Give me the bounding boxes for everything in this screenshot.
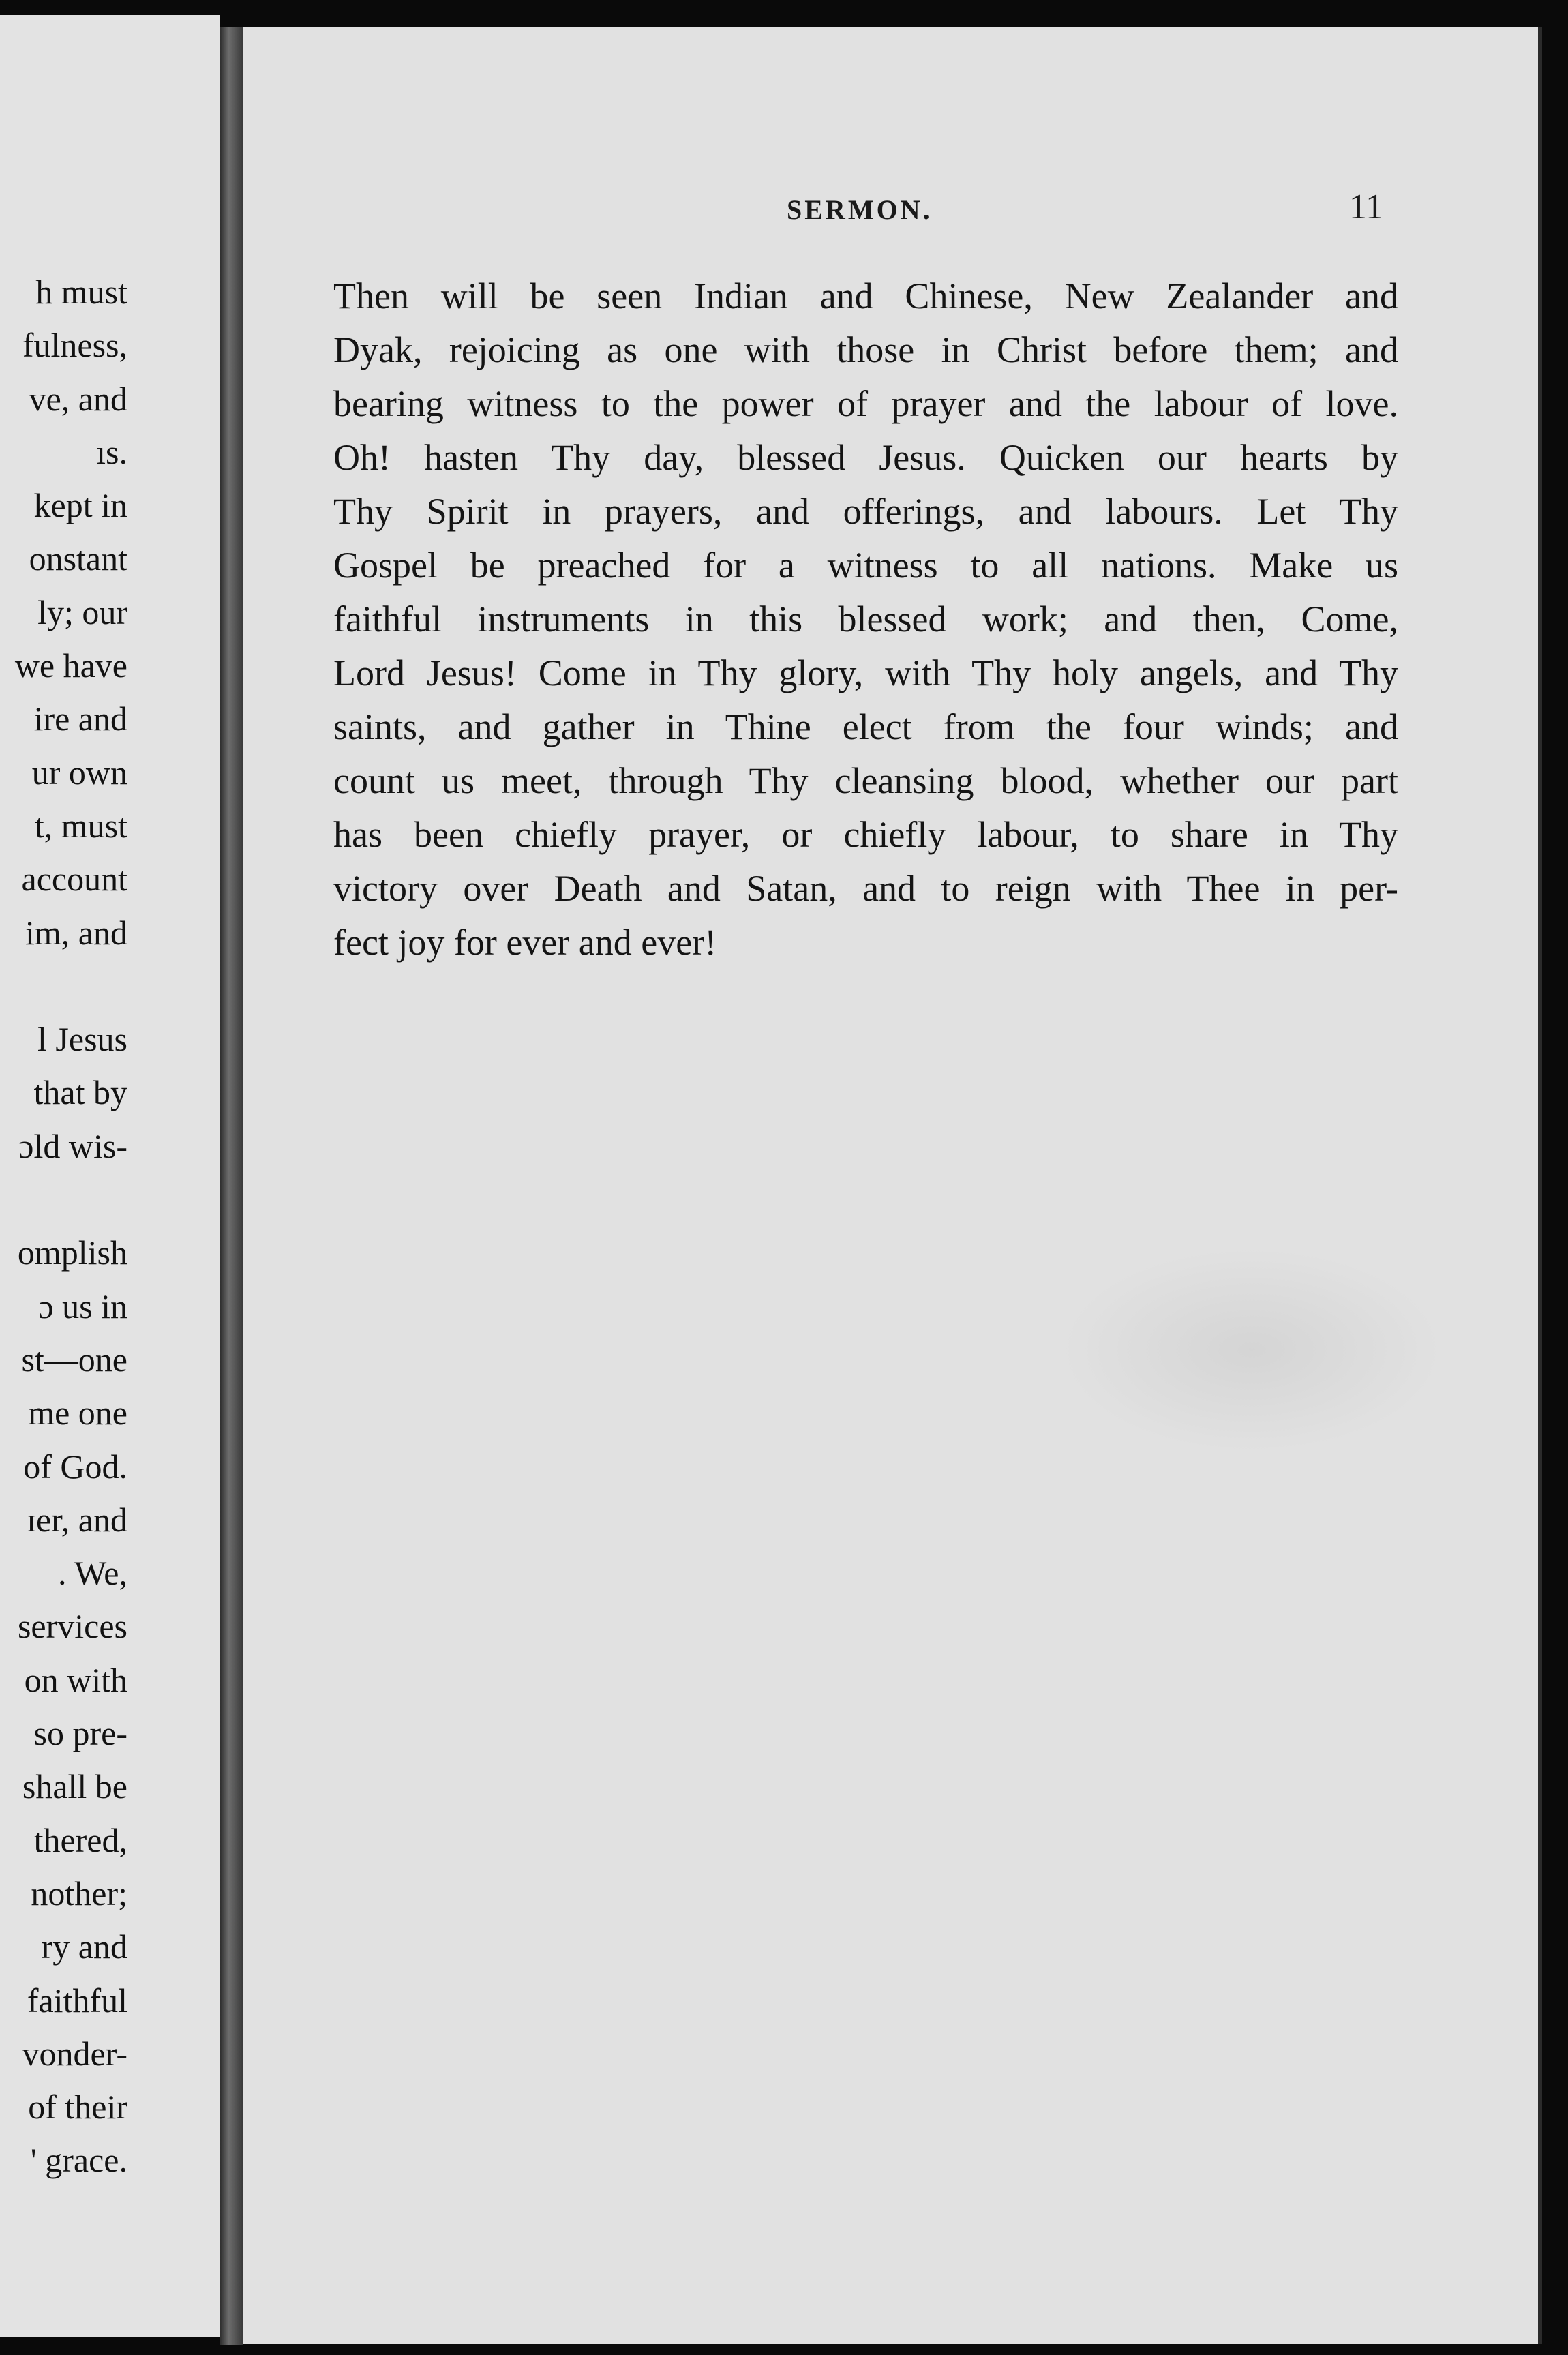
facing-page-line: h must [35, 273, 127, 311]
facing-page-fragment [0, 15, 220, 2337]
facing-page-line: ɔld wis- [18, 1126, 127, 1165]
facing-page-line: omplish [17, 1233, 127, 1272]
facing-page-line: kept in [33, 486, 127, 525]
main-page [243, 27, 1542, 2344]
facing-page-line: vonder- [22, 2034, 127, 2073]
facing-page-line: services [17, 1607, 127, 1646]
body-line: Oh! hasten Thy day, blessed Jesus. Quicken our hearts by [333, 437, 1398, 478]
facing-page-line: account [21, 860, 127, 899]
facing-page-line: ɔ us in [38, 1287, 127, 1325]
book-gutter [220, 27, 243, 2345]
facing-page-line: ve, and [29, 379, 127, 418]
facing-page-line: t, must [34, 806, 127, 845]
body-line: has been chiefly prayer, or chiefly labour, to share in Thy [333, 814, 1398, 855]
body-line: faithful instruments in this blessed work; and then, Come, [333, 599, 1398, 640]
facing-page-line: ur own [31, 753, 127, 792]
running-head [243, 188, 1538, 241]
sermon-body-text [333, 269, 1398, 970]
body-line: victory over Death and Satan, and to reign with Thee in per- [333, 868, 1398, 909]
facing-page-line: nother; [31, 1874, 127, 1912]
facing-page-line [15, 959, 127, 1012]
running-head-title: SERMON. [787, 194, 933, 225]
facing-page-line: ɪer, and [27, 1500, 127, 1539]
facing-page-line: of their [28, 2088, 127, 2127]
facing-page-line: st—one [21, 1340, 127, 1379]
body-line: bearing witness to the power of prayer and the labour of love. [333, 383, 1398, 424]
facing-page-line [15, 1173, 127, 1226]
facing-page-line: fulness, [22, 326, 127, 365]
facing-page-line: ire and [33, 700, 127, 738]
facing-page-line: faithful [27, 1981, 127, 2020]
facing-page-text [15, 265, 127, 2187]
facing-page-line: on with [24, 1660, 127, 1699]
facing-page-line: ly; our [37, 592, 127, 631]
body-line: Gospel be preached for a witness to all nations. Make us [333, 545, 1398, 586]
body-line: Dyak, rejoicing as one with those in Christ before them; and [333, 329, 1398, 370]
facing-page-line: onstant [29, 539, 127, 578]
facing-page-line: . We, [58, 1554, 127, 1593]
body-line: saints, and gather in Thine elect from the four winds; and [333, 706, 1398, 747]
facing-page-line: thered, [33, 1820, 127, 1859]
body-line: Thy Spirit in prayers, and offerings, and labours. Let Thy [333, 491, 1398, 532]
facing-page-line: im, and [25, 913, 127, 952]
facing-page-line: ıs. [96, 432, 127, 471]
facing-page-line: ' grace. [30, 2141, 127, 2180]
facing-page-line: l Jesus [37, 1020, 127, 1059]
page-number: 11 [1349, 188, 1384, 226]
body-line: fect joy for ever and ever! [333, 922, 717, 963]
body-line: Lord Jesus! Come in Thy glory, with Thy holy angels, and Thy [333, 652, 1398, 693]
facing-page-line: of God. [23, 1447, 127, 1486]
paper-smudge [1061, 1248, 1443, 1452]
facing-page-line: we have [14, 646, 127, 685]
facing-page-line: me one [28, 1394, 127, 1432]
facing-page-line: ry and [41, 1927, 127, 1966]
body-line: Then will be seen Indian and Chinese, New Zealander and [333, 275, 1398, 316]
facing-page-line: shall be [22, 1767, 127, 1806]
facing-page-line: that by [33, 1073, 127, 1112]
body-line: count us meet, through Thy cleansing blood, whether our part [333, 760, 1398, 801]
facing-page-line: so pre- [33, 1714, 127, 1753]
